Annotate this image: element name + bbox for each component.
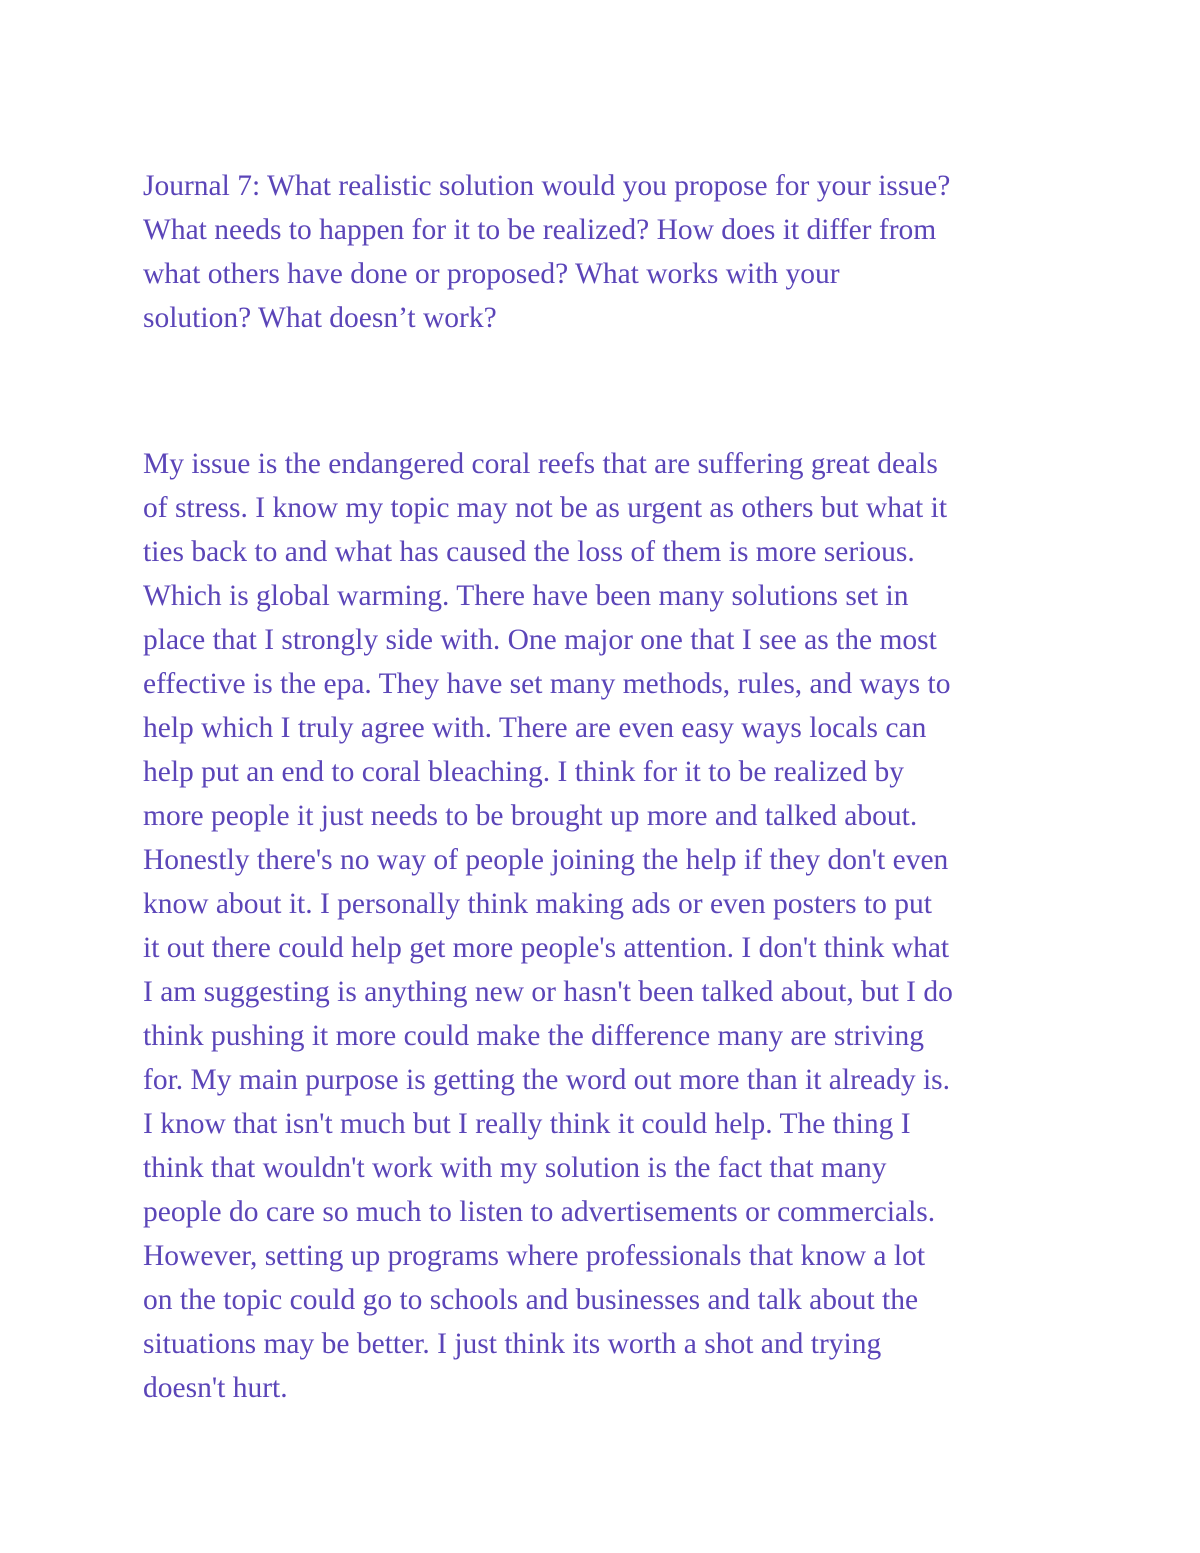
prompt-line: Journal 7: What realistic solution would you propose for your issue?	[143, 170, 951, 202]
body-line: know about it. I personally think making ads or even posters to put	[143, 888, 932, 920]
journal-prompt	[143, 164, 1073, 340]
body-line: think that wouldn't work with my solution is the fact that many	[143, 1152, 887, 1184]
body-line: effective is the epa. They have set many methods, rules, and ways to	[143, 668, 951, 700]
prompt-line: solution? What doesn’t work?	[143, 302, 497, 334]
body-line: I know that isn't much but I really think it could help. The thing I	[143, 1108, 911, 1140]
body-line: doesn't hurt.	[143, 1372, 288, 1404]
body-line: place that I strongly side with. One major one that I see as the most	[143, 624, 937, 656]
body-line: it out there could help get more people's attention. I don't think what	[143, 932, 950, 964]
body-line: on the topic could go to schools and businesses and talk about the	[143, 1284, 919, 1316]
prompt-line: what others have done or proposed? What works with your	[143, 258, 840, 290]
body-line: I am suggesting is anything new or hasn't been talked about, but I do	[143, 976, 953, 1008]
body-line: help which I truly agree with. There are even easy ways locals can	[143, 712, 927, 744]
body-line: help put an end to coral bleaching. I think for it to be realized by	[143, 756, 905, 788]
body-line: more people it just needs to be brought up more and talked about.	[143, 800, 918, 832]
body-line: Which is global warming. There have been many solutions set in	[143, 580, 909, 612]
body-line: Honestly there's no way of people joining the help if they don't even	[143, 844, 949, 876]
body-line: for. My main purpose is getting the word out more than it already is.	[143, 1064, 951, 1096]
body-line: think pushing it more could make the difference many are striving	[143, 1020, 924, 1052]
body-line: My issue is the endangered coral reefs that are suffering great deals	[143, 448, 938, 480]
prompt-line: What needs to happen for it to be realized? How does it differ from	[143, 214, 937, 246]
body-line: of stress. I know my topic may not be as urgent as others but what it	[143, 492, 948, 524]
journal-response	[143, 442, 1073, 1410]
body-line: people do care so much to listen to advertisements or commercials.	[143, 1196, 936, 1228]
body-line: situations may be better. I just think its worth a shot and trying	[143, 1328, 882, 1360]
body-line: However, setting up programs where professionals that know a lot	[143, 1240, 926, 1272]
body-line: ties back to and what has caused the loss of them is more serious.	[143, 536, 915, 568]
